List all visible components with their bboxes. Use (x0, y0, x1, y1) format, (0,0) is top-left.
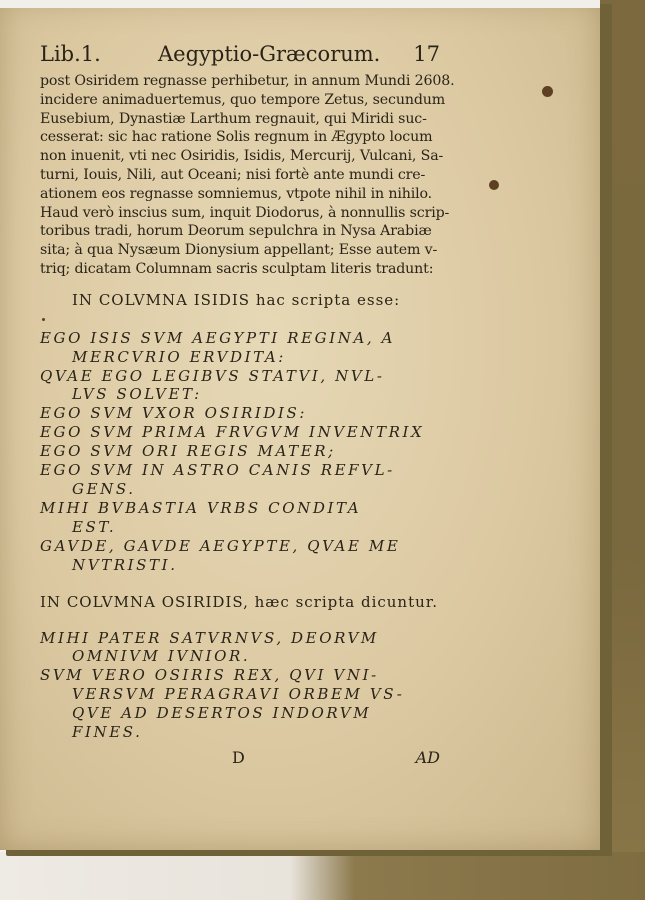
inscription-line: NVTRISTI. (72, 555, 178, 574)
catchword: AD (415, 747, 440, 767)
inscription-line: EGO SVM PRIMA FRVGVM INVENTRIX (40, 423, 425, 442)
text-line: sita; à qua Nysæum Dionysium appellant; Esse autem v- (40, 242, 438, 259)
section-heading-isis: IN COLVMNA ISIDIS hac scripta esse: (72, 290, 401, 309)
text-line: Eusebium, Dynastiæ Larthum regnauit, qui Miridi suc- (40, 110, 427, 127)
inscription-line: EGO ISIS SVM AEGYPTI REGINA, A (40, 328, 396, 347)
text-line: incidere animaduertemus, quo tempore Zetus, secundum (40, 91, 446, 108)
page-text (40, 42, 455, 768)
text-line: non inuenit, vti nec Osiridis, Isidis, Mercurij, Vulcani, Sa- (40, 148, 444, 165)
inscription-line: MIHI BVBASTIA VRBS CONDITA (40, 498, 362, 517)
text-line: toribus tradi, horum Deorum sepulchra in Nysa Arabiæ (40, 223, 432, 240)
text-line: triq; dicatam Columnam sacris sculptam literis tradunt: (40, 260, 434, 277)
isis-inscription (40, 329, 440, 575)
signature-mark: D (232, 747, 245, 767)
inscription-line: QVE AD DESERTOS INDORVM (72, 704, 372, 723)
osiris-inscription (40, 629, 440, 742)
inscription-line: MERCVRIO ERVDITA: (72, 347, 286, 366)
inscription-line: EGO SVM IN ASTRO CANIS REFVL- (40, 461, 395, 480)
page-top-edge (0, 0, 600, 8)
inscription-line: VERSVM PERAGRAVI ORBEM VS- (72, 685, 405, 704)
inscription-line: GENS. (72, 480, 136, 499)
inscription-line: FINES. (72, 723, 143, 742)
bottom-background (0, 852, 645, 900)
inscription-line: EGO SVM VXOR OSIRIDIS: (40, 404, 308, 423)
stain-spot (489, 180, 499, 190)
running-header (40, 42, 440, 72)
running-title: Aegyptio-Græcorum. (158, 42, 381, 66)
inscription-line: EGO SVM ORI REGIS MATER; (40, 442, 336, 461)
inscription-line: EST. (72, 517, 117, 536)
stain-spot (542, 86, 553, 97)
inscription-line: LVS SOLVET: (72, 385, 202, 404)
inscription-line: MIHI PATER SATVRNVS, DEORVM (40, 628, 379, 647)
text-line: turni, Iouis, Nili, aut Oceani; nisi fortè ante mundi cre- (40, 166, 426, 183)
page-footer (40, 748, 440, 768)
text-line: post Osiridem regnasse perhibetur, in annum Mundi 2608. (40, 73, 455, 89)
inscription-line: SVM VERO OSIRIS REX, QVI VNI- (40, 666, 379, 685)
page-number: 17 (413, 42, 440, 66)
book-number: Lib.1. (40, 42, 101, 66)
text-line: Haud verò inscius sum, inquit Diodorus, à nonnullis scrip- (40, 204, 450, 221)
section-heading-osiris: IN COLVMNA OSIRIDIS, hæc scripta dicuntur. (40, 592, 439, 611)
text-line: cesserat: sic hac ratione Solis regnum in Ægypto locum (40, 129, 433, 146)
text-line: ationem eos regnasse somniemus, vtpote nihil in nihilo. (40, 185, 432, 202)
inscription-line: QVAE EGO LEGIBVS STATVI, NVL- (40, 366, 385, 385)
inscription-line: OMNIVM IVNIOR. (72, 647, 251, 666)
body-paragraph (40, 72, 455, 279)
inscription-line: GAVDE, GAVDE AEGYPTE, QVAE ME (40, 536, 401, 555)
